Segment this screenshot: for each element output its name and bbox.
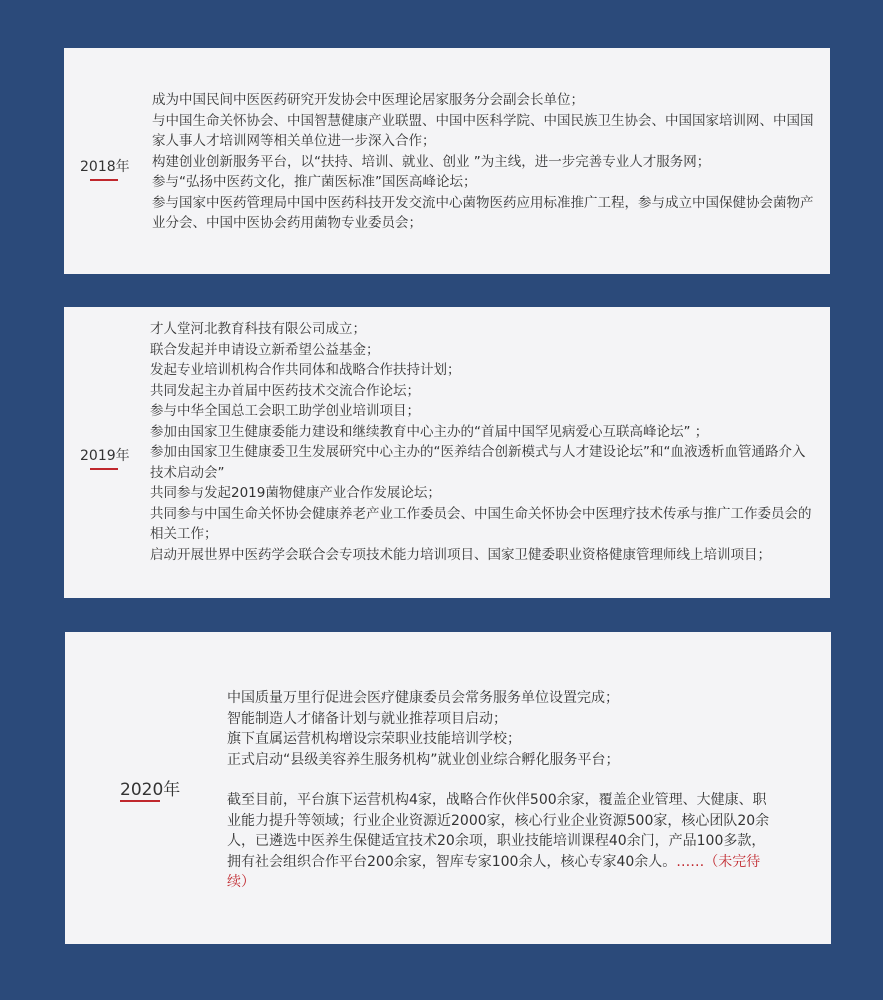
- year-underline: [90, 179, 118, 181]
- milestone-item: 联合发起并申请设立新希望公益基金；: [150, 341, 380, 358]
- to-be-continued: ……（未完待续）: [227, 853, 761, 890]
- milestone-item: 才人堂河北教育科技有限公司成立；: [150, 321, 366, 337]
- milestone-item: 共同发起主办首届中医药技术交流合作论坛；: [150, 382, 420, 399]
- timeline-card-2019: [64, 307, 830, 598]
- milestone-item: 发起专业培训机构合作共同体和战略合作扶持计划；: [150, 362, 461, 378]
- milestone-item: 中国质量万里行促进会医疗健康委员会常务服务单位设置完成；: [227, 690, 619, 706]
- year-underline: [120, 800, 160, 802]
- timeline-card-2018: [64, 48, 830, 274]
- milestone-item: 智能制造人才储备计划与就业推荐项目启动；: [227, 710, 507, 727]
- milestone-item: 参与中华全国总工会职工助学创业培训项目；: [150, 403, 420, 419]
- milestone-item: 共同参与发起2019菌物健康产业合作发展论坛；: [150, 485, 441, 501]
- milestone-item: 成为中国民间中医医药研究开发协会中医理论居家服务分会副会长单位；: [152, 92, 584, 108]
- milestone-item: 参加由国家卫生健康委卫生发展研究中心主办的“医养结合创新模式与人才建设论坛”和“血液透析血管通路介入技术启动会”: [150, 444, 806, 481]
- summary-paragraph: [227, 790, 775, 893]
- milestone-item: 正式启动“县级美容养生服务机构”就业创业综合孵化服务平台；: [227, 751, 620, 768]
- year-label: 2018年: [80, 159, 130, 175]
- milestone-item: 参与“弘扬中医药文化，推广菌医标准”国医高峰论坛；: [152, 174, 477, 190]
- milestone-list: [150, 319, 814, 565]
- milestone-item: 参与国家中医药管理局中国中医药科技开发交流中心菌物医药应用标准推广工程，参与成立中国保健协会菌物产业分会、中国中医协会药用菌物专业委员会；: [152, 194, 814, 231]
- milestone-item: 共同参与中国生命关怀协会健康养老产业工作委员会、中国生命关怀协会中医理疗技术传承与推广工作委员会的相关工作；: [150, 505, 812, 542]
- milestone-item: 启动开展世界中医药学会联合会专项技术能力培训项目、国家卫健委职业资格健康管理师线上培训项目；: [150, 546, 771, 563]
- year-label: 2020年: [120, 780, 181, 800]
- milestone-item: 参加由国家卫生健康委能力建设和继续教育中心主办的“首届中国罕见病爱心互联高峰论坛” ；: [150, 423, 709, 440]
- summary-text: 截至目前，平台旗下运营机构4家，战略合作伙伴500余家，覆盖企业管理、大健康、职业能力提升等领域；行业企业资源近2000家，核心行业企业资源500家，核心团队20余人，已遴选中医养生保健适宜技术20余项，职业技能培训课程40余门，产品100多款，拥有社会组织合作平台200余家，智库专家100余人，核心专家40余人。: [227, 792, 770, 870]
- milestone-item: 旗下直属运营机构增设宗荣职业技能培训学校；: [227, 731, 521, 747]
- milestone-item: 与中国生命关怀协会、中国智慧健康产业联盟、中国中医科学院、中国民族卫生协会、中国国家培训网、中国国家人事人才培训网等相关单位进一步深入合作；: [152, 112, 814, 149]
- timeline-card-2020: [65, 632, 831, 944]
- milestone-list: [227, 688, 787, 770]
- year-underline: [90, 468, 118, 470]
- milestone-list: [152, 90, 814, 234]
- milestone-item: 构建创业创新服务平台，以“扶持、培训、就业、创业 ”为主线，进一步完善专业人才服务网；: [152, 153, 711, 170]
- year-label: 2019年: [80, 448, 130, 464]
